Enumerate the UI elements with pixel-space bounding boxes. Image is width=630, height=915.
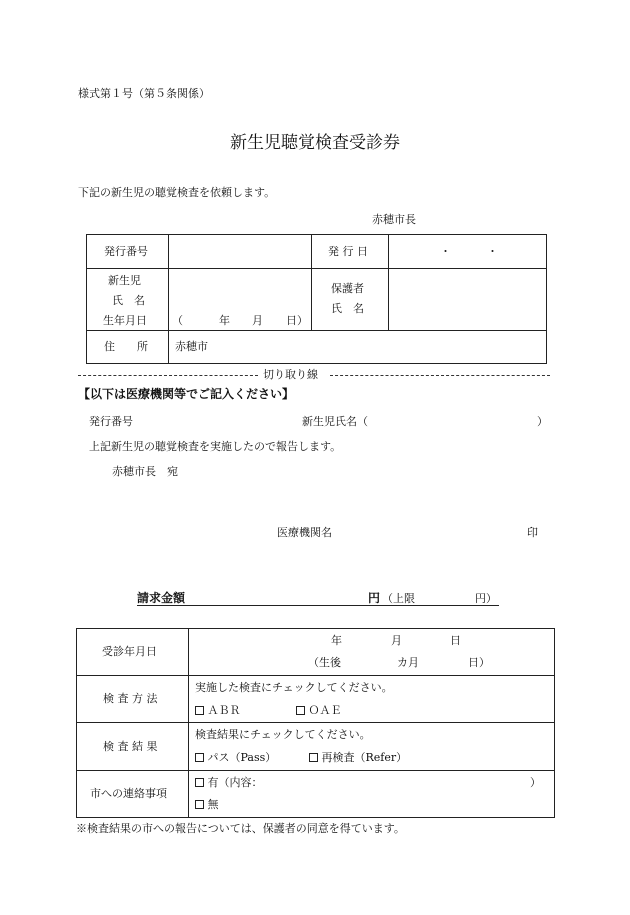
billing-yen: 円 (368, 591, 381, 605)
cut-line-left (78, 375, 258, 376)
billing-limit-open: （上限 (382, 592, 415, 605)
contact-yes-checkbox[interactable] (195, 778, 204, 787)
birth-date-label: 生年月日 (103, 314, 147, 327)
issue-date-dot: ・ (440, 245, 451, 258)
report-text: 上記新生児の聴覚検査を実施したので報告します。 (89, 440, 342, 453)
visit-day: 日 (450, 634, 461, 647)
result-label: 検 査 結 果 (103, 740, 158, 753)
guardian-name-label: 氏 名 (331, 302, 364, 315)
address-label: 住 所 (104, 340, 148, 353)
visit-month: 月 (391, 634, 402, 647)
medical-header: 【以下は医療機関等でご記入ください】 (78, 387, 295, 401)
birth-month: 月 (252, 314, 263, 327)
form-number: 様式第１号（第５条関係） (78, 87, 210, 100)
age-month: カ月 (397, 656, 419, 669)
refer-option[interactable] (309, 751, 407, 764)
issue-date-dot: ・ (487, 245, 498, 258)
newborn-name-label-2: 新生児氏名（ (302, 415, 368, 428)
contact-no-option[interactable] (195, 798, 219, 811)
visit-date-label: 受診年月日 (102, 645, 157, 658)
birth-year: 年 (219, 314, 230, 327)
cut-line-right (330, 375, 550, 376)
method-instruction: 実施した検査にチェックしてください。 (195, 681, 393, 694)
issue-number-label: 発行番号 (104, 245, 148, 258)
result-instruction: 検査結果にチェックしてください。 (195, 728, 371, 741)
mayor-name: 赤穂市長 (372, 213, 416, 226)
request-text: 下記の新生児の聴覚検査を依頼します。 (78, 186, 276, 199)
age-day: 日） (468, 656, 490, 669)
contact-no-checkbox[interactable] (195, 800, 204, 809)
newborn-label: 新生児 (108, 274, 141, 287)
contact-yes-label: 有（内容： (207, 776, 263, 789)
visit-year: 年 (331, 634, 342, 647)
address-value: 赤穂市 (175, 340, 208, 353)
mayor-addressee: 赤穂市長 宛 (112, 465, 178, 478)
issue-number-label-2: 発行番号 (89, 415, 133, 428)
birth-open: （ (172, 314, 183, 327)
pass-checkbox[interactable] (195, 753, 204, 762)
guardian-label: 保護者 (331, 282, 364, 295)
oae-option[interactable] (296, 704, 342, 717)
newborn-name-label: 氏 名 (112, 294, 145, 307)
pass-option[interactable] (195, 751, 276, 764)
abr-option[interactable] (195, 704, 241, 717)
issue-date-label: 発 行 日 (328, 245, 368, 258)
contact-label: 市への連絡事項 (90, 787, 167, 800)
birth-day: 日） (286, 314, 308, 327)
refer-checkbox[interactable] (309, 753, 318, 762)
method-label: 検 査 方 法 (103, 692, 158, 705)
oae-checkbox[interactable] (296, 706, 305, 715)
contact-yes-option[interactable] (195, 776, 263, 789)
abr-label: ＡＢＲ (207, 704, 241, 717)
billing-underline (137, 605, 499, 606)
contact-no-label: 無 (207, 798, 219, 811)
pass-label: パス（Pass） (207, 751, 277, 764)
age-open: （生後 (308, 656, 341, 669)
cut-line-label: 切り取り線 (263, 368, 318, 381)
issue-table (86, 234, 547, 364)
newborn-name-close: ） (537, 415, 548, 428)
footnote: ※検査結果の市への報告については、保護者の同意を得ています。 (76, 822, 405, 835)
seal-mark: 印 (527, 526, 538, 539)
page-title: 新生児聴覚検査受診券 (230, 133, 400, 153)
billing-limit-close: 円） (475, 592, 497, 605)
contact-yes-close: ） (530, 776, 541, 789)
billing-label: 請求金額 (137, 591, 186, 605)
refer-label: 再検査（Refer） (321, 751, 408, 764)
abr-checkbox[interactable] (195, 706, 204, 715)
oae-label: ＯＡＥ (308, 704, 342, 717)
institution-label: 医療機関名 (277, 526, 332, 539)
